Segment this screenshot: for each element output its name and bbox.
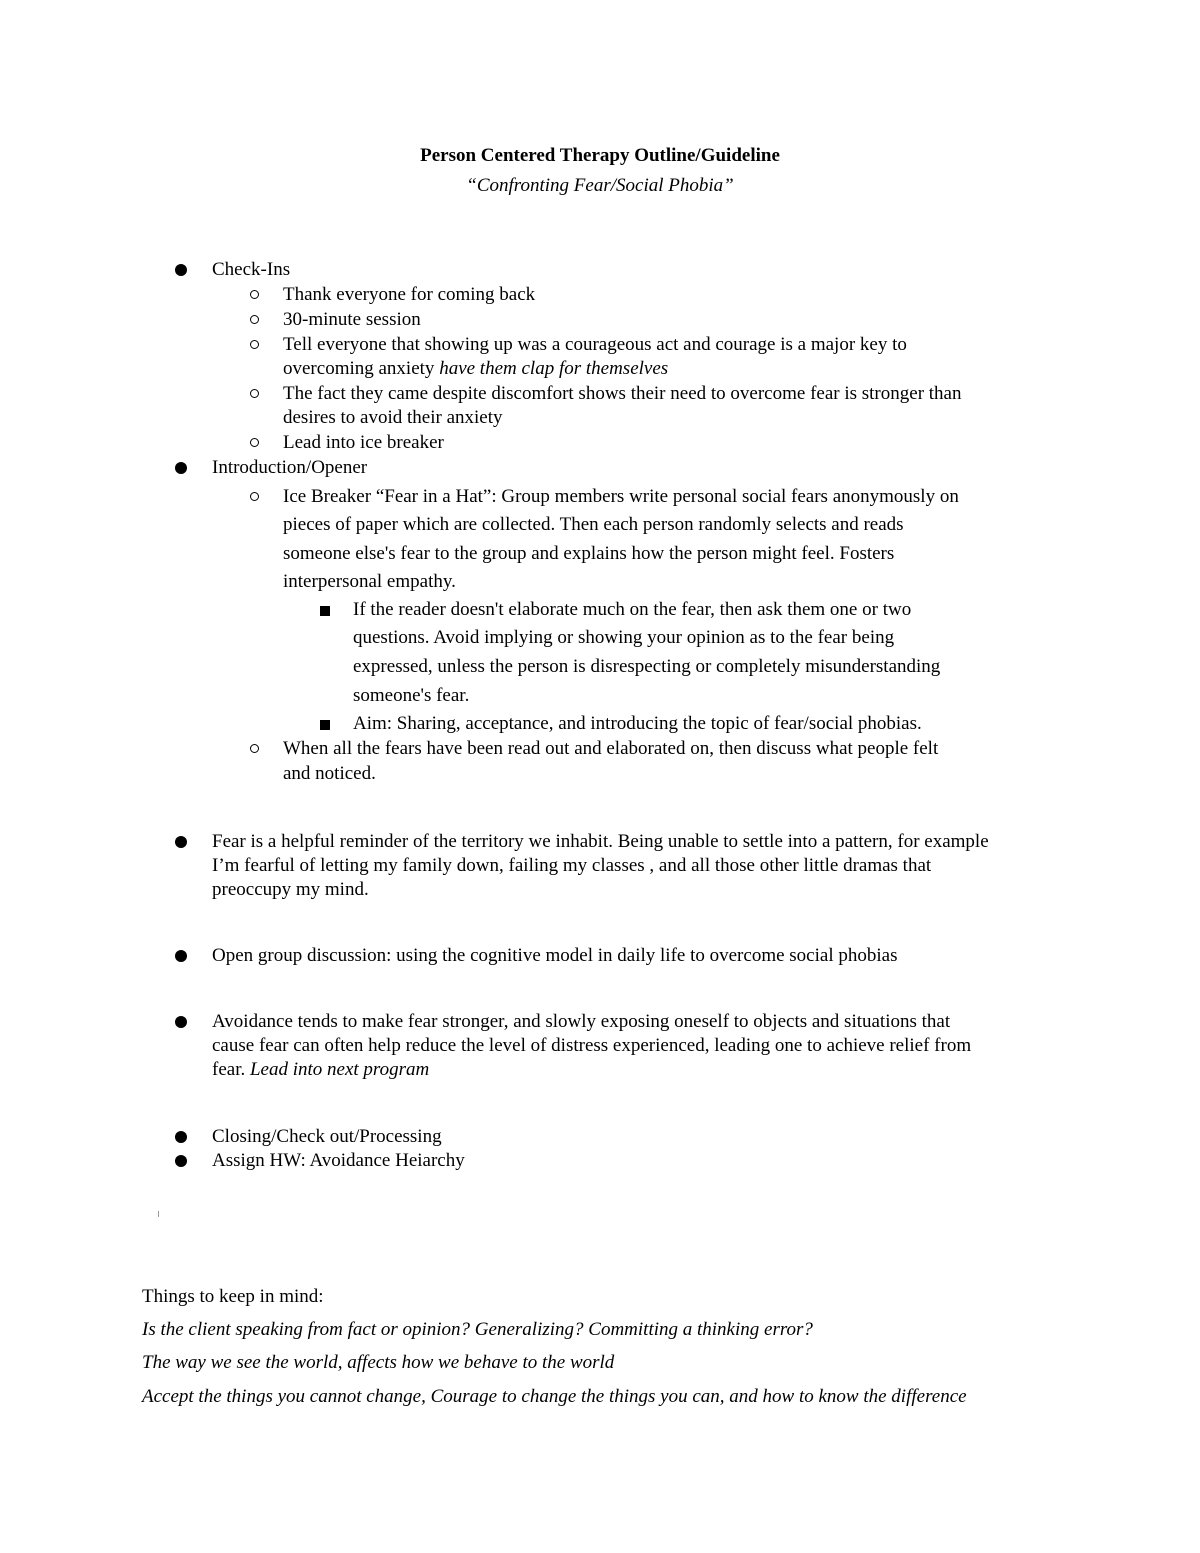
checkins-item-continued: desires to avoid their anxiety <box>283 407 503 428</box>
checkins-item: The fact they came despite discomfort shows their need to overcome fear is stronger than <box>283 383 962 404</box>
avoidance-line: Avoidance tends to make fear stronger, and slowly exposing oneself to objects and situations that <box>212 1011 951 1032</box>
circle-bullet-icon <box>250 744 259 753</box>
icebreaker-line: Ice Breaker “Fear in a Hat”: Group members write personal social fears anonymously on <box>283 486 959 507</box>
document-title: Person Centered Therapy Outline/Guideline <box>420 145 780 166</box>
fear-line: preoccupy my mind. <box>212 879 369 900</box>
checkins-item-emphasis: have them clap for themselves <box>439 358 669 379</box>
keep-in-mind-line: Accept the things you cannot change, Courage to change the things you can, and how to know the difference <box>142 1386 967 1407</box>
icebreaker-subitem-continued: questions. Avoid implying or showing your opinion as to the fear being <box>353 627 895 648</box>
icebreaker-subitem-continued: expressed, unless the person is disrespecting or completely misunderstanding <box>353 656 941 677</box>
square-bullet-icon <box>320 720 330 730</box>
circle-bullet-icon <box>250 492 259 501</box>
bullet-icon <box>175 1131 187 1143</box>
discussion-line: and noticed. <box>283 763 376 784</box>
icebreaker-subitem-continued: someone's fear. <box>353 685 470 706</box>
stray-mark <box>158 1211 159 1217</box>
icebreaker-line: someone else's fear to the group and explains how the person might feel. Fosters <box>283 543 895 564</box>
avoidance-emphasis: Lead into next program <box>249 1059 430 1080</box>
checkins-item: Lead into ice breaker <box>283 432 444 453</box>
circle-bullet-icon <box>250 340 259 349</box>
keep-in-mind-line: Is the client speaking from fact or opinion? Generalizing? Committing a thinking error? <box>142 1319 813 1340</box>
closing-item: Closing/Check out/Processing <box>212 1126 442 1147</box>
icebreaker-line: pieces of paper which are collected. Then each person randomly selects and reads <box>283 514 904 535</box>
bullet-icon <box>175 836 187 848</box>
avoidance-line <box>212 1060 429 1079</box>
discussion-line: When all the fears have been read out and elaborated on, then discuss what people felt <box>283 738 939 759</box>
checkins-item: 30-minute session <box>283 309 421 330</box>
homework-item: Assign HW: Avoidance Heiarchy <box>212 1150 465 1171</box>
icebreaker-subitem: Aim: Sharing, acceptance, and introducing the topic of fear/social phobias. <box>353 713 922 734</box>
icebreaker-line: interpersonal empathy. <box>283 571 456 592</box>
checkins-item-continued <box>283 359 668 378</box>
checkins-item: Thank everyone for coming back <box>283 284 536 305</box>
fear-line: Fear is a helpful reminder of the territory we inhabit. Being unable to settle into a pattern, for example <box>212 831 989 852</box>
intro-label: Introduction/Opener <box>212 457 368 478</box>
document-subtitle: “Confronting Fear/Social Phobia” <box>466 175 734 196</box>
keep-in-mind-heading: Things to keep in mind: <box>142 1286 324 1307</box>
keep-in-mind-line: The way we see the world, affects how we behave to the world <box>142 1352 615 1373</box>
circle-bullet-icon <box>250 290 259 299</box>
circle-bullet-icon <box>250 389 259 398</box>
fear-line: I’m fearful of letting my family down, failing my classes , and all those other little dramas that <box>212 855 932 876</box>
square-bullet-icon <box>320 606 330 616</box>
bullet-icon <box>175 462 187 474</box>
avoidance-text: fear. <box>212 1059 250 1080</box>
checkins-label: Check-Ins <box>212 259 291 280</box>
icebreaker-subitem: If the reader doesn't elaborate much on the fear, then ask them one or two <box>353 599 912 620</box>
bullet-icon <box>175 1155 187 1167</box>
bullet-icon <box>175 1016 187 1028</box>
checkins-item: Tell everyone that showing up was a courageous act and courage is a major key to <box>283 334 907 355</box>
open-discussion: Open group discussion: using the cognitive model in daily life to overcome social phobias <box>212 945 898 966</box>
checkins-item-text: overcoming anxiety <box>283 358 440 379</box>
avoidance-line: cause fear can often help reduce the level of distress experienced, leading one to achieve relief from <box>212 1035 972 1056</box>
bullet-icon <box>175 950 187 962</box>
circle-bullet-icon <box>250 438 259 447</box>
circle-bullet-icon <box>250 315 259 324</box>
bullet-icon <box>175 264 187 276</box>
